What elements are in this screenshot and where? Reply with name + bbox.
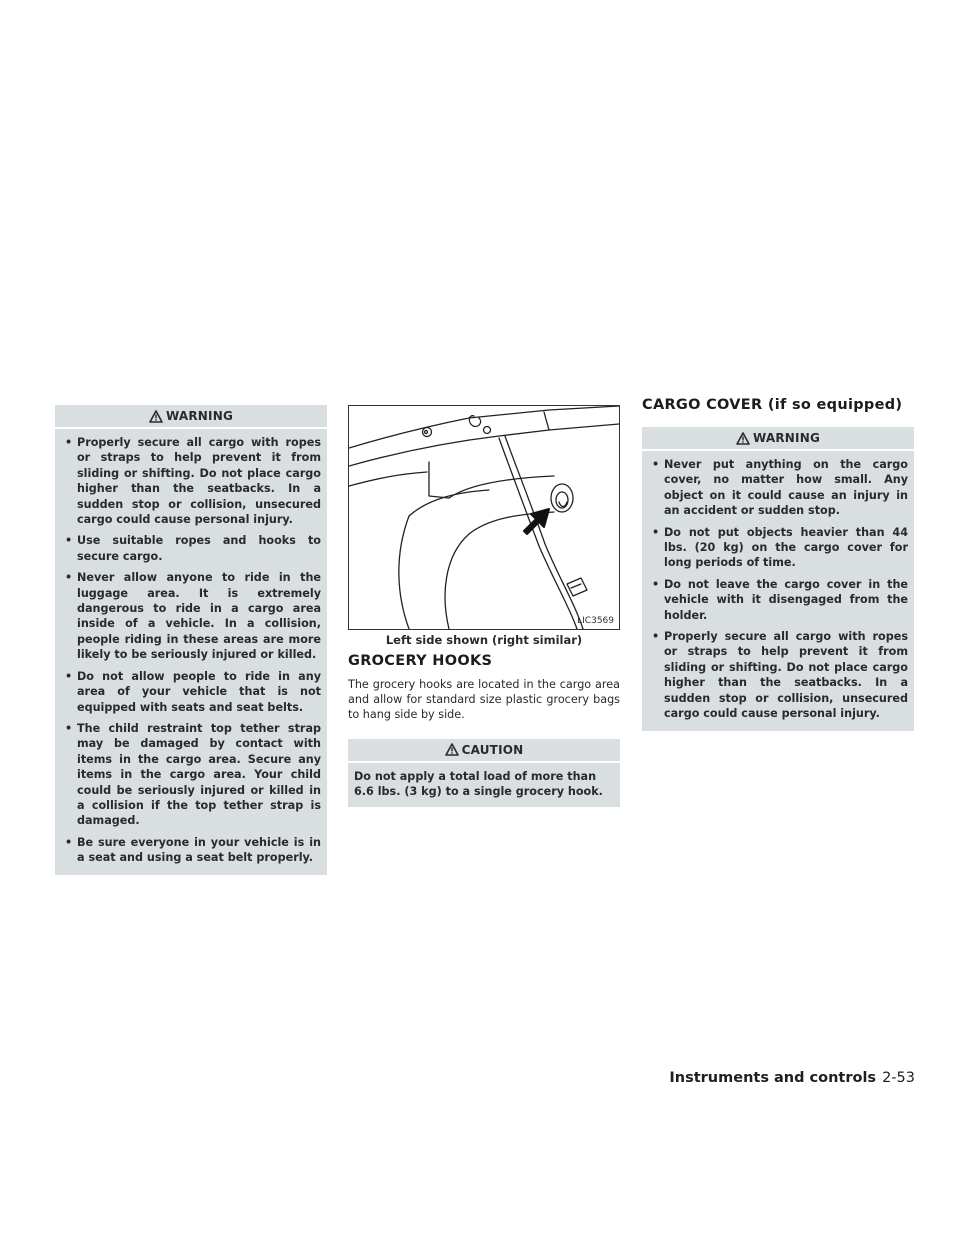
footer-section-name: Instruments and controls (669, 1070, 877, 1086)
column-left (55, 405, 327, 875)
caution-text: Do not apply a total load of more than 6.6 lbs. (3 kg) to a single grocery hook. (354, 769, 603, 799)
warning-box-cargo-cover (642, 427, 914, 731)
warning-heading (55, 405, 327, 429)
cargo-cover-title: CARGO COVER (if so equipped) (642, 397, 903, 413)
figure-code: LIC3569 (577, 616, 614, 626)
warning-item: • Do not put objects heavier than 44 lbs. (20 kg) on the cargo cover for long periods of time. (648, 525, 908, 571)
column-right (642, 397, 914, 731)
warning-item: • Do not leave the cargo cover in the vehicle with it disengaged from the holder. (648, 577, 908, 623)
warning-triangle-icon (736, 432, 750, 445)
grocery-hooks-title: GROCERY HOOKS (348, 653, 493, 669)
figure-caption: Left side shown (right similar) (385, 633, 583, 647)
warning-item: • Never put anything on the cargo cover, no matter how small. Any object on it could cause an injury in an accident or sudden stop. (648, 457, 908, 519)
caution-heading (348, 739, 620, 763)
warning-item: • The child restraint top tether strap may be damaged by contact with items in the cargo area. Secure any items in the cargo area. Your child could be seriously injured or killed in a collision if the top tether strap is damaged. (61, 721, 321, 829)
warning-triangle-icon (149, 410, 163, 423)
cargo-cover-warning-heading-text: WARNING (752, 431, 821, 445)
warning-item: • Be sure everyone in your vehicle is in a seat and using a seat belt properly. (61, 835, 321, 866)
column-middle (348, 405, 620, 807)
warning-item: • Use suitable ropes and hooks to secure cargo. (61, 533, 321, 564)
cargo-cover-warning-heading (642, 427, 914, 451)
footer-page-number: 2-53 (882, 1070, 915, 1086)
caution-box (348, 739, 620, 808)
warning-box-cargo (55, 405, 327, 875)
warning-item: • Never allow anyone to ride in the luggage area. It is extremely dangerous to ride in a cargo area inside of a vehicle. In a collision, people riding in these areas are more likely to be seriously injured or killed. (61, 570, 321, 662)
caution-triangle-icon (445, 743, 459, 756)
grocery-hook-illustration (348, 405, 620, 630)
cargo-area-line-drawing (349, 406, 619, 629)
warning-item: • Properly secure all cargo with ropes or straps to help prevent it from sliding or shifting. Do not place cargo higher than the seatbacks. In a sudden stop or collision, unsecured cargo could cause personal injury. (648, 629, 908, 721)
caution-heading-text: CAUTION (461, 742, 524, 757)
warning-item: • Do not allow people to ride in any area of your vehicle that is not equipped with seats and seat belts. (61, 669, 321, 715)
grocery-hooks-body: The grocery hooks are located in the cargo area and allow for standard size plastic grocery bags to hang side by side. (348, 678, 620, 722)
warning-heading-text: WARNING (165, 409, 234, 423)
warning-item: • Properly secure all cargo with ropes or straps to help prevent it from sliding or shifting. Do not place cargo higher than the seatbacks. In a sudden stop or collision, unsecured cargo could cause personal injury. (61, 435, 321, 527)
cargo-cover-warning-list (648, 457, 908, 722)
page-footer (669, 1070, 915, 1086)
warning-list (61, 435, 321, 866)
